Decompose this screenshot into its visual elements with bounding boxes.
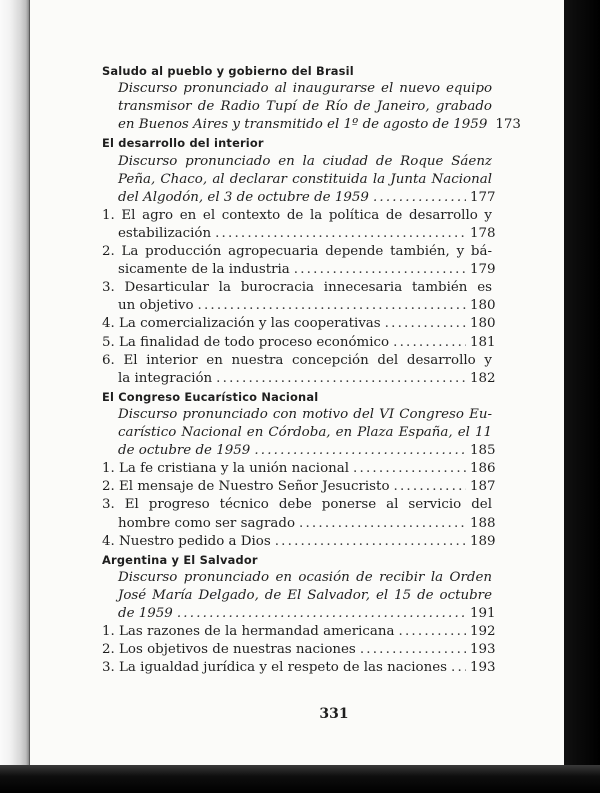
toc-item-text: un objetivo [118, 298, 194, 314]
dot-leader [385, 315, 466, 333]
toc-item-line [102, 460, 496, 478]
page-ref: 180 [470, 298, 496, 314]
toc-item-line: 3. El progreso técnico debe ponerse al servicio del [102, 497, 492, 513]
speech-description-text: de octubre de 1959 [118, 443, 251, 459]
toc-item-text: 1. La fe cristiana y la unión nacional [102, 461, 350, 477]
toc-item-text: 3. La igualdad jurídica y el respeto de las naciones [102, 660, 448, 676]
page-ref: 180 [470, 316, 496, 332]
speech-description-line: Peña, Chaco, al declarar constituida la Junta Nacional [118, 171, 492, 187]
toc-item-line [102, 334, 496, 352]
speech-description-line: Discurso pronunciado al inaugurarse el nuevo equipo [118, 81, 492, 97]
dot-leader [360, 641, 466, 659]
dot-leader [198, 297, 466, 315]
page-ref: 189 [470, 533, 496, 549]
toc-item-line: 6. El interior en nuestra concepción del desarrollo y [102, 352, 492, 368]
toc-item-text: 2. Los objetivos de nuestras naciones [102, 642, 356, 658]
toc-item-line: 3. Desarticular la burocracia innecesaria también es [102, 280, 492, 296]
page-ref: 185 [470, 443, 496, 459]
scan-border-right [564, 0, 600, 793]
dot-leader [294, 261, 466, 279]
section-title: El Congreso Eucarístico Nacional [102, 389, 319, 404]
speech-description-line [102, 605, 496, 623]
page-ref: 178 [470, 225, 496, 241]
toc-item-text: hombre como ser sagrado [118, 515, 296, 531]
toc-item-text: 1. Las razones de la hermandad americana [102, 624, 395, 640]
speech-description-line: transmisor de Radio Tupí de Río de Janeiro, grabado [118, 99, 492, 115]
dot-leader [399, 623, 466, 641]
speech-description-line: Discurso pronunciado con motivo del VI Congreso Eu- [118, 406, 492, 422]
speech-description-line [102, 189, 496, 207]
toc-item-line [102, 623, 496, 641]
toc-item-line [102, 533, 496, 551]
speech-description-line: Discurso pronunciado en ocasión de recibir la Orden [118, 569, 492, 585]
scan-border-bottom [0, 765, 600, 793]
book-page [30, 0, 564, 765]
dot-leader [177, 605, 466, 623]
speech-description-line [102, 116, 521, 134]
page-ref: 187 [470, 479, 496, 495]
toc-item-text: sicamente de la industria [118, 262, 290, 278]
dot-leader [299, 515, 466, 533]
toc-item-line [102, 315, 496, 333]
toc-item-line [102, 261, 496, 279]
toc-item-line [102, 641, 496, 659]
section-title: El desarrollo del interior [102, 136, 264, 151]
section-title: Argentina y El Salvador [102, 552, 258, 567]
speech-description-text: del Algodón, el 3 de octubre de 1959 [118, 189, 369, 205]
speech-description-line: Discurso pronunciado en la ciudad de Roque Sáenz [118, 153, 492, 169]
toc-item-text: 4. Nuestro pedido a Dios [102, 533, 271, 549]
toc-item-line: 2. La producción agropecuaria depende también, y bá- [102, 244, 492, 259]
section-title: Saludo al pueblo y gobierno del Brasil [102, 64, 354, 78]
toc-item-text: 4. La comercialización y las cooperativas [102, 316, 381, 332]
page-ref: 186 [470, 461, 496, 477]
toc-item-text: 5. La finalidad de todo proceso económico [102, 334, 390, 350]
page-ref: 193 [470, 660, 496, 676]
toc-item-line [102, 297, 496, 315]
toc-item-text: estabilización [118, 225, 212, 241]
dot-leader [451, 659, 466, 677]
toc-item-text: 2. El mensaje de Nuestro Señor Jesucristo [102, 479, 390, 495]
dot-leader [353, 460, 466, 478]
speech-description-line: José María Delgado, de El Salvador, el 15 de octubre [118, 587, 492, 603]
page-number: 331 [319, 706, 349, 722]
page-ref: 193 [470, 642, 496, 658]
page-ref: 179 [470, 262, 496, 278]
toc-item-line [102, 370, 496, 388]
dot-leader [373, 189, 466, 207]
speech-description-line [102, 442, 496, 460]
page-ref: 177 [470, 189, 496, 205]
dot-leader [275, 533, 466, 551]
dot-leader [254, 442, 466, 460]
page-ref: 188 [470, 515, 496, 531]
page-ref: 192 [470, 624, 496, 640]
dot-leader [394, 478, 467, 496]
toc-item-line [102, 478, 496, 496]
page-ref: 173 [495, 117, 521, 133]
toc-item-line [102, 515, 496, 533]
toc-item-line: 1. El agro en el contexto de la política de desarrollo y [102, 207, 492, 223]
dot-leader [393, 334, 466, 352]
page-ref: 182 [470, 370, 496, 386]
page-ref: 181 [470, 334, 496, 350]
toc-item-line [102, 659, 496, 677]
toc-item-text: la integración [118, 370, 213, 386]
speech-description-line: carístico Nacional en Córdoba, en Plaza España, el 11 [118, 425, 492, 440]
dot-leader [215, 225, 466, 243]
book-gutter [0, 0, 30, 793]
page-ref: 191 [470, 606, 496, 621]
speech-description-text: de 1959 [118, 606, 173, 621]
toc-item-line [102, 225, 496, 243]
dot-leader [216, 370, 466, 388]
speech-description-text: en Buenos Aires y transmitido el 1º de agosto de 1959 [118, 117, 488, 133]
